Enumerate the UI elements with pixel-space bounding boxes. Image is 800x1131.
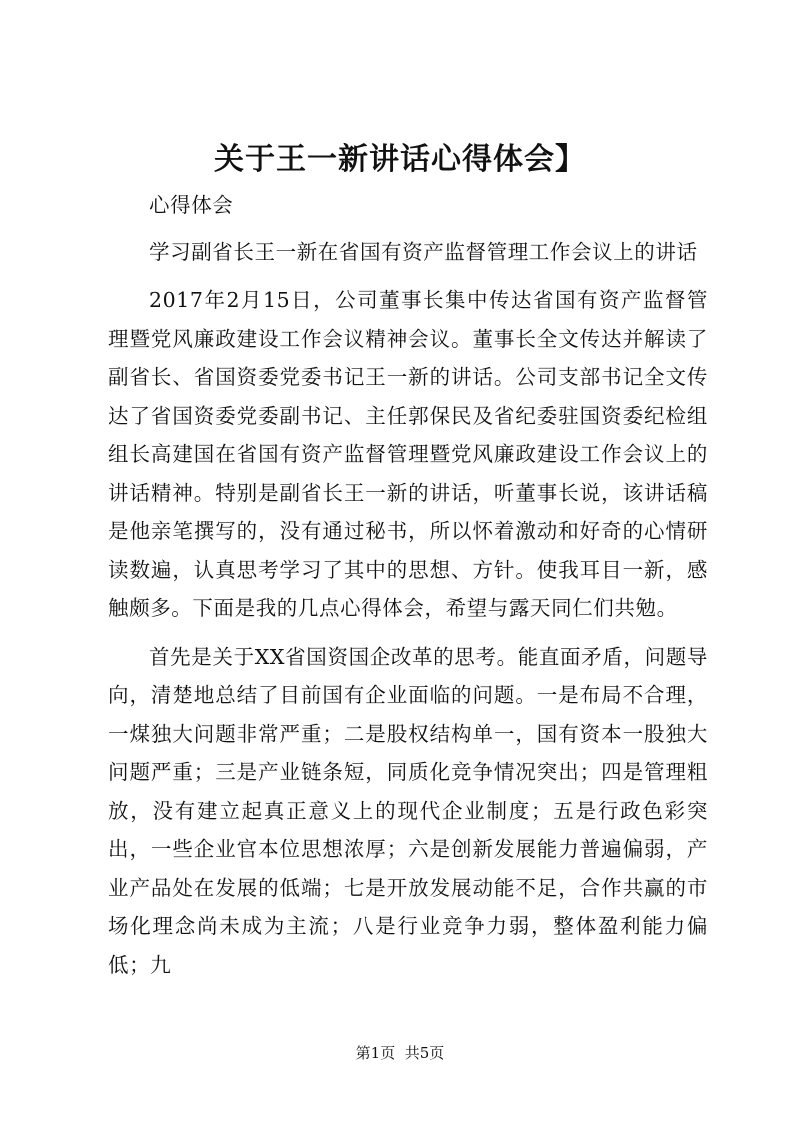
page-total: 共5页 (404, 1044, 445, 1062)
document-title: 关于王一新讲话心得体会】 (214, 142, 586, 177)
page-footer (0, 1043, 800, 1063)
paragraph-reform: 首先是关于XX省国资国企改革的思考。能直面矛盾，问题导向，清楚地总结了目前国有企业面临的问题。一是布局不合理，一煤独大问题非常严重；二是股权结构单一，国有资本一股独大问题严重；三是产业链条短，同质化竞争情况突出；四是管理粗放，没有建立起真正意义上的现代企业制度；五是行政色彩突出，一些企业官本位思想浓厚；六是创新发展能力普遍偏弱，产业产品处在发展的低端；七是开放发展动能不足，合作共赢的市场化理念尚未成为主流；八是行业竞争力弱，整体盈利能力偏低；九 (108, 644, 708, 977)
paragraph-meeting: 2017年2月15日，公司董事长集中传达省国有资产监督管理暨党风廉政建设工作会议精神会议。董事长全文传达并解读了副省长、省国资委党委书记王一新的讲话。公司支部书记全文传达了省国资委党委副书记、主任郭保民及省纪委驻国资委纪检组组长高建国在省国有资产监督管理暨党风廉政建设工作会议上的讲话精神。特别是副省长王一新的讲话，听董事长说，该讲话稿是他亲笔撰写的，没有通过秘书，所以怀着激动和好奇的心情研读数遍，认真思考学习了其中的思想、方针。使我耳目一新，感触颇多。下面是我的几点心得体会，希望与露天同仁们共勉。 (108, 288, 708, 620)
paragraph-subtitle: 心得体会 (149, 193, 234, 217)
page-number: 第1页 (355, 1044, 396, 1062)
footer-gap (395, 1044, 405, 1062)
document-body (108, 186, 708, 994)
paragraph-topic: 学习副省长王一新在省国有资产监督管理工作会议上的讲话 (149, 239, 698, 264)
